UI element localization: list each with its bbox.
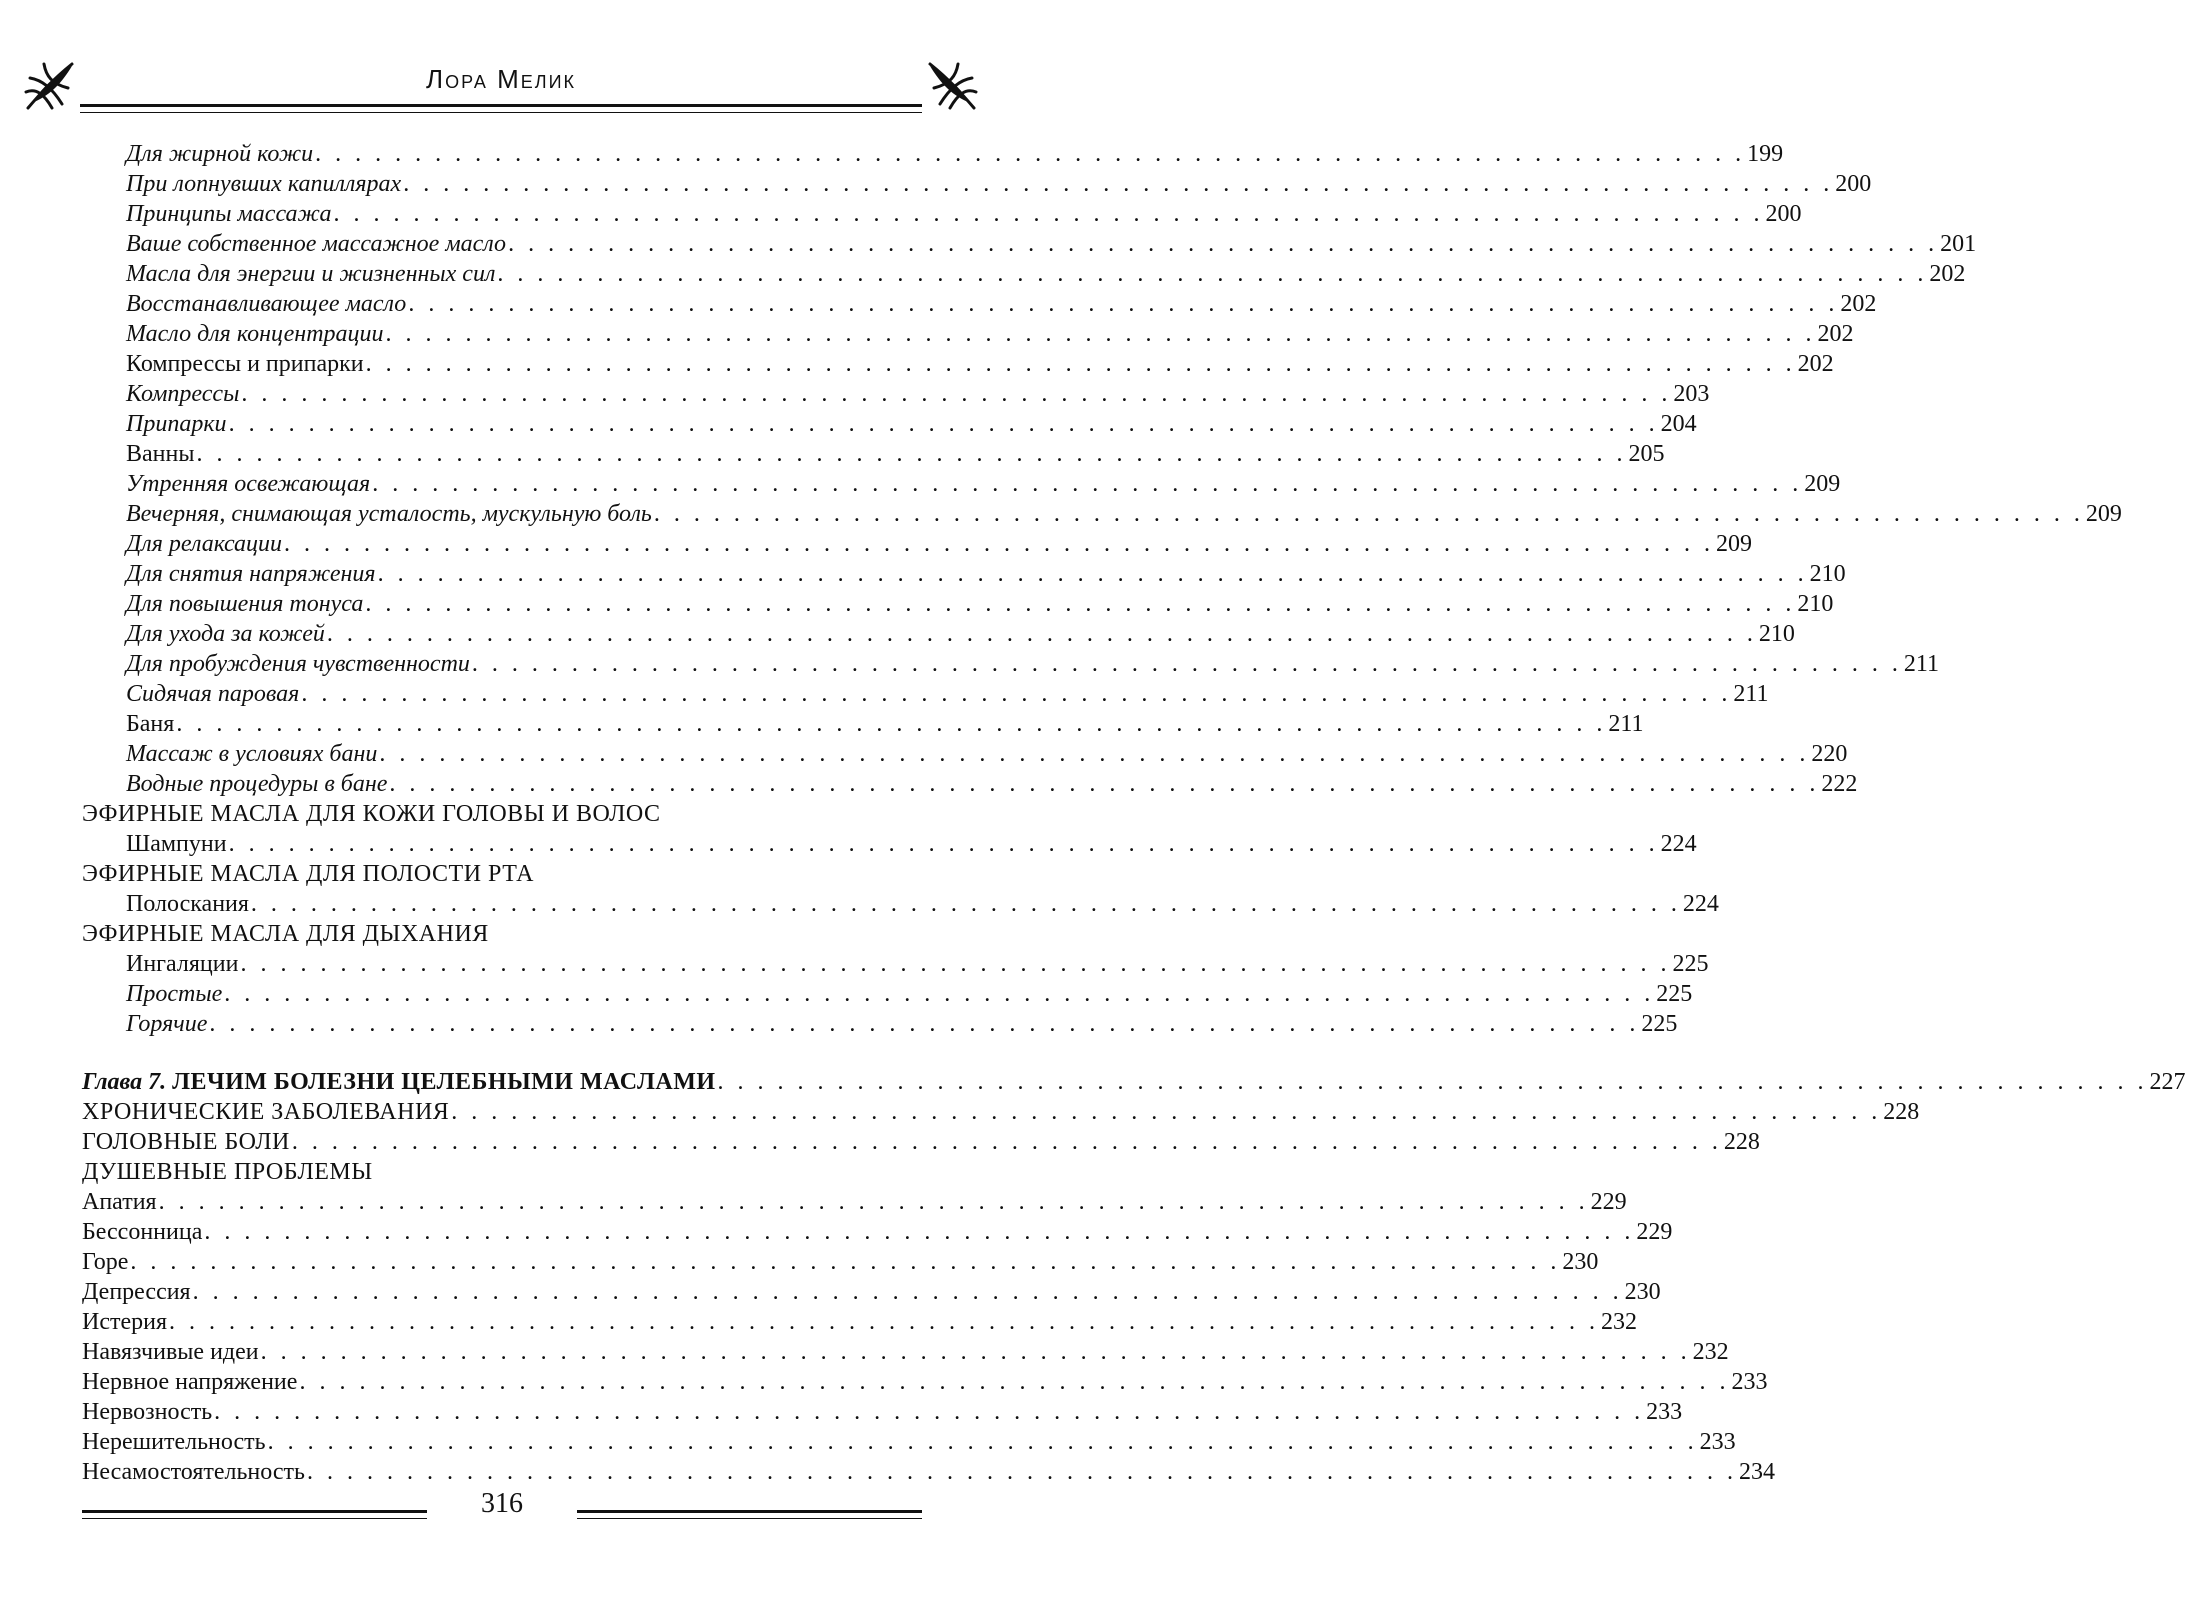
toc-page-number: 234: [1738, 1459, 1775, 1485]
toc-section-heading: [82, 1097, 1920, 1127]
dot-leader: . . . . . . . . . . . . . . . . . . . . . . . . . . . . . . . . . . . . . . . . . . . . . . . . . . . . . . . . . . . . . . . . . . . . . . . .: [250, 891, 1681, 917]
toc-page-number: 220: [1811, 741, 1848, 767]
toc-entry: [82, 169, 1872, 199]
toc-entry-label: Для пробуждения чувственности: [126, 651, 470, 677]
toc-page-number: 211: [1608, 711, 1644, 737]
toc-entry: [82, 319, 1854, 349]
toc-entry-label: Утренняя освежающая: [126, 471, 371, 497]
toc-entry-label: При лопнувших капиллярах: [126, 171, 402, 197]
toc-page-number: 233: [1731, 1369, 1768, 1395]
toc-page-number: 199: [1747, 141, 1784, 167]
dot-leader: . . . . . . . . . . . . . . . . . . . . . . . . . . . . . . . . . . . . . . . . . . . . . . . . . . . . . . . . . . . . . . . . . . . . . . . .: [204, 1219, 1635, 1245]
dot-leader: . . . . . . . . . . . . . . . . . . . . . . . . . . . . . . . . . . . . . . . . . . . . . . . . . . . . . . . . . . . . . . . . . . . . . . . .: [301, 681, 1732, 707]
toc-page-number: 233: [1646, 1399, 1683, 1425]
dot-leader: . . . . . . . . . . . . . . . . . . . . . . . . . . . . . . . . . . . . . . . . . . . . . . . . . . . . . . . . . . . . . . . . . . . . . . . .: [130, 1249, 1561, 1275]
toc-section-heading: [82, 1157, 922, 1187]
toc-entry-label: Восстанавливающее масло: [126, 291, 407, 317]
running-header: [22, 56, 980, 116]
toc-entry-label: Принципы массажа: [126, 201, 332, 227]
toc-entry-label: Нервное напряжение: [82, 1369, 298, 1395]
toc-entry-label: Шампуни: [126, 831, 227, 857]
toc-page-number: 228: [1883, 1099, 1920, 1125]
toc-entry: [82, 559, 1846, 589]
toc-entry-label: Ваше собственное массажное масло: [126, 231, 507, 257]
toc-entry-label: ДУШЕВНЫЕ ПРОБЛЕМЫ: [82, 1159, 373, 1185]
dot-leader: . . . . . . . . . . . . . . . . . . . . . . . . . . . . . . . . . . . . . . . . . . . . . . . . . . . . . . . . . . . . . . . . . . . . . . . .: [176, 711, 1607, 737]
toc-entry: [82, 1247, 1599, 1277]
dot-leader: . . . . . . . . . . . . . . . . . . . . . . . . . . . . . . . . . . . . . . . . . . . . . . . . . . . . . . . . . . . . . . . . . . . . . . . .: [497, 261, 1928, 287]
toc-entry: [82, 889, 1719, 919]
dot-leader: . . . . . . . . . . . . . . . . . . . . . . . . . . . . . . . . . . . . . . . . . . . . . . . . . . . . . . . . . . . . . . . . . . . . . . . .: [365, 351, 1796, 377]
toc-entry: [82, 1217, 1673, 1247]
dot-leader: . . . . . . . . . . . . . . . . . . . . . . . . . . . . . . . . . . . . . . . . . . . . . . . . . . . . . . . . . . . . . . . . . . . . . . . .: [471, 651, 1902, 677]
dot-leader: . . . . . . . . . . . . . . . . . . . . . . . . . . . . . . . . . . . . . . . . . . . . . . . . . . . . . . . . . . . . . . . . . . . . . . . .: [508, 231, 1939, 257]
toc-entry-label: Нерешительность: [82, 1429, 266, 1455]
toc-entry-label: Бессонница: [82, 1219, 203, 1245]
toc-entry-label: Водные процедуры в бане: [126, 771, 388, 797]
toc-entry-label: ХРОНИЧЕСКИЕ ЗАБОЛЕВАНИЯ: [82, 1099, 450, 1125]
toc-entry-label: Для релаксации: [126, 531, 283, 557]
toc-entry: [82, 379, 1710, 409]
toc-entry: [82, 679, 1769, 709]
dot-leader: . . . . . . . . . . . . . . . . . . . . . . . . . . . . . . . . . . . . . . . . . . . . . . . . . . . . . . . . . . . . . . . . . . . . . . . .: [403, 171, 1834, 197]
toc-page-number: 228: [1723, 1129, 1760, 1155]
toc-page-number: 202: [1817, 321, 1854, 347]
toc-entry-label: [82, 1067, 716, 1097]
toc-entry: [82, 619, 1795, 649]
toc-entry: [82, 739, 1848, 769]
dot-leader: . . . . . . . . . . . . . . . . . . . . . . . . . . . . . . . . . . . . . . . . . . . . . . . . . . . . . . . . . . . . . . . . . . . . . . . .: [267, 1429, 1698, 1455]
toc-entry-label: Сидячая паровая: [126, 681, 300, 707]
toc-entry-label: Горе: [82, 1249, 129, 1275]
toc-page-number: 232: [1601, 1309, 1638, 1335]
header-title: Лора Мелик: [426, 64, 576, 94]
dot-leader: . . . . . . . . . . . . . . . . . . . . . . . . . . . . . . . . . . . . . . . . . . . . . . . . . . . . . . . . . . . . . . . . . . . . . . . .: [214, 1399, 1645, 1425]
page-number: 316: [481, 1488, 523, 1519]
toc-entry: [82, 409, 1697, 439]
toc-chapter-row: [82, 1067, 2186, 1097]
toc-entry: [82, 1457, 1775, 1487]
dot-leader: . . . . . . . . . . . . . . . . . . . . . . . . . . . . . . . . . . . . . . . . . . . . . . . . . . . . . . . . . . . . . . . . . . . . . . . .: [228, 831, 1659, 857]
toc-entry: [82, 1187, 1627, 1217]
toc-page-number: 225: [1672, 951, 1709, 977]
toc-entry: [82, 259, 1966, 289]
dot-leader: . . . . . . . . . . . . . . . . . . . . . . . . . . . . . . . . . . . . . . . . . . . . . . . . . . . . . . . . . . . . . . . . . . . . . . . .: [379, 741, 1810, 767]
toc-page-number: 209: [1804, 471, 1841, 497]
toc-page-number: 203: [1673, 381, 1710, 407]
toc-entry-label: Полоскания: [126, 891, 249, 917]
dot-leader: . . . . . . . . . . . . . . . . . . . . . . . . . . . . . . . . . . . . . . . . . . . . . . . . . . . . . . . . . . . . . . . . . . . . . . . .: [333, 201, 1764, 227]
toc-section-heading: [82, 799, 922, 829]
toc-section-heading: [82, 919, 922, 949]
toc-section-heading: [82, 1127, 1760, 1157]
toc-entry: [82, 709, 1644, 739]
toc-entry: [82, 1277, 1661, 1307]
dot-leader: . . . . . . . . . . . . . . . . . . . . . . . . . . . . . . . . . . . . . . . . . . . . . . . . . . . . . . . . . . . . . . . . . . . . . . . .: [306, 1459, 1737, 1485]
dot-leader: . . . . . . . . . . . . . . . . . . . . . . . . . . . . . . . . . . . . . . . . . . . . . . . . . . . . . . . . . . . . . . . . . . . . . . . .: [372, 471, 1803, 497]
toc-page-number: 201: [1940, 231, 1977, 257]
toc-page-number: 202: [1797, 351, 1834, 377]
toc-page-number: 209: [1716, 531, 1753, 557]
toc-page-number: 230: [1624, 1279, 1661, 1305]
toc-entry-label: Компрессы и припарки: [126, 351, 364, 377]
dot-leader: . . . . . . . . . . . . . . . . . . . . . . . . . . . . . . . . . . . . . . . . . . . . . . . . . . . . . . . . . . . . . . . . . . . . . . . .: [224, 981, 1655, 1007]
dot-leader: . . . . . . . . . . . . . . . . . . . . . . . . . . . . . . . . . . . . . . . . . . . . . . . . . . . . . . . . . . . . . . . . . . . . . . . .: [192, 1279, 1623, 1305]
dot-leader: . . . . . . . . . . . . . . . . . . . . . . . . . . . . . . . . . . . . . . . . . . . . . . . . . . . . . . . . . . . . . . . . . . . . . . . .: [408, 291, 1839, 317]
toc-page-number: 204: [1660, 411, 1697, 437]
toc-section-heading: [82, 859, 922, 889]
toc-entry-label: Апатия: [82, 1189, 157, 1215]
toc-entry: [82, 1397, 1683, 1427]
toc-entry-label: Припарки: [126, 411, 227, 437]
toc-page-number: 211: [1903, 651, 1940, 677]
toc-entry: [82, 1337, 1729, 1367]
toc-page-number: 227: [2149, 1069, 2186, 1095]
section-gap: [82, 1039, 922, 1067]
toc-entry: [82, 829, 1697, 859]
toc-entry-label: Депрессия: [82, 1279, 191, 1305]
toc-entry-label: Компрессы: [126, 381, 240, 407]
toc-page-number: 200: [1765, 201, 1802, 227]
toc-page-number: 210: [1758, 621, 1795, 647]
dot-leader: . . . . . . . . . . . . . . . . . . . . . . . . . . . . . . . . . . . . . . . . . . . . . . . . . . . . . . . . . . . . . . . . . . . . . . . .: [291, 1129, 1722, 1155]
toc-page-number: 210: [1809, 561, 1846, 587]
dot-leader: . . . . . . . . . . . . . . . . . . . . . . . . . . . . . . . . . . . . . . . . . . . . . . . . . . . . . . . . . . . . . . . . . . . . . . . .: [196, 441, 1627, 467]
toc-entry: [82, 139, 1784, 169]
dot-leader: . . . . . . . . . . . . . . . . . . . . . . . . . . . . . . . . . . . . . . . . . . . . . . . . . . . . . . . . . . . . . . . . . . . . . . . .: [653, 501, 2084, 527]
toc-page-number: 230: [1562, 1249, 1599, 1275]
toc-entry-label: Нервозность: [82, 1399, 213, 1425]
dot-leader: . . . . . . . . . . . . . . . . . . . . . . . . . . . . . . . . . . . . . . . . . . . . . . . . . . . . . . . . . . . . . . . . . . . . . . . .: [158, 1189, 1589, 1215]
toc-entry: [82, 1307, 1638, 1337]
toc-page-number: 209: [2085, 501, 2122, 527]
dot-leader: . . . . . . . . . . . . . . . . . . . . . . . . . . . . . . . . . . . . . . . . . . . . . . . . . . . . . . . . . . . . . . . . . . . . . . . .: [169, 1309, 1600, 1335]
toc-page-number: 232: [1692, 1339, 1729, 1365]
toc-page-number: 233: [1699, 1429, 1736, 1455]
page-footer: [82, 1488, 922, 1528]
toc-entry-label: Масло для концентрации: [126, 321, 384, 347]
toc-entry: [82, 199, 1802, 229]
toc-page-number: 205: [1628, 441, 1665, 467]
dot-leader: . . . . . . . . . . . . . . . . . . . . . . . . . . . . . . . . . . . . . . . . . . . . . . . . . . . . . . . . . . . . . . . . . . . . . . . .: [260, 1339, 1691, 1365]
toc-page-number: 202: [1929, 261, 1966, 287]
toc-entry-label: ГОЛОВНЫЕ БОЛИ: [82, 1129, 290, 1155]
toc-entry-label: Несамостоятельность: [82, 1459, 305, 1485]
dot-leader: . . . . . . . . . . . . . . . . . . . . . . . . . . . . . . . . . . . . . . . . . . . . . . . . . . . . . . . . . . . . . . . . . . . . . . . .: [365, 591, 1796, 617]
toc-entry: [82, 349, 1834, 379]
toc-entry-label: Навязчивые идеи: [82, 1339, 259, 1365]
toc-entry-label: Истерия: [82, 1309, 168, 1335]
toc-entry-label: Баня: [126, 711, 175, 737]
toc-page-number: 210: [1797, 591, 1834, 617]
toc-entry-label: ЭФИРНЫЕ МАСЛА ДЛЯ ПОЛОСТИ РТА: [82, 861, 534, 887]
dot-leader: . . . . . . . . . . . . . . . . . . . . . . . . . . . . . . . . . . . . . . . . . . . . . . . . . . . . . . . . . . . . . . . . . . . . . . . .: [299, 1369, 1730, 1395]
toc-entry-label: ЭФИРНЫЕ МАСЛА ДЛЯ КОЖИ ГОЛОВЫ И ВОЛОС: [82, 801, 661, 827]
chapter-prefix: Глава 7.: [82, 1069, 167, 1095]
chapter-title: ЛЕЧИМ БОЛЕЗНИ ЦЕЛЕБНЫМИ МАСЛАМИ: [172, 1069, 716, 1095]
toc-entry: [82, 649, 1940, 679]
toc-entry-label: Ванны: [126, 441, 195, 467]
toc-entry: [82, 1367, 1768, 1397]
dot-leader: . . . . . . . . . . . . . . . . . . . . . . . . . . . . . . . . . . . . . . . . . . . . . . . . . . . . . . . . . . . . . . . . . . . . . . . .: [284, 531, 1715, 557]
dot-leader: . . . . . . . . . . . . . . . . . . . . . . . . . . . . . . . . . . . . . . . . . . . . . . . . . . . . . . . . . . . . . . . . . . . . . . . .: [315, 141, 1746, 167]
toc-page-number: 224: [1682, 891, 1719, 917]
dot-leader: . . . . . . . . . . . . . . . . . . . . . . . . . . . . . . . . . . . . . . . . . . . . . . . . . . . . . . . . . . . . . . . . . . . . . . . .: [717, 1069, 2148, 1095]
dot-leader: . . . . . . . . . . . . . . . . . . . . . . . . . . . . . . . . . . . . . . . . . . . . . . . . . . . . . . . . . . . . . . . . . . . . . . . .: [209, 1011, 1640, 1037]
header-rule: [80, 104, 922, 113]
toc-page-number: 225: [1641, 1011, 1678, 1037]
toc-page-number: 211: [1733, 681, 1769, 707]
dot-leader: . . . . . . . . . . . . . . . . . . . . . . . . . . . . . . . . . . . . . . . . . . . . . . . . . . . . . . . . . . . . . . . . . . . . . . . .: [389, 771, 1820, 797]
toc-entry: [82, 979, 1693, 1009]
toc-entry-label: Вечерняя, снимающая усталость, мускульную боль: [126, 501, 652, 527]
toc-entry-label: Массаж в условиях бани: [126, 741, 378, 767]
dot-leader: . . . . . . . . . . . . . . . . . . . . . . . . . . . . . . . . . . . . . . . . . . . . . . . . . . . . . . . . . . . . . . . . . . . . . . . .: [385, 321, 1816, 347]
toc-entry: [82, 949, 1709, 979]
toc-page-number: 202: [1840, 291, 1877, 317]
toc-page-number: 222: [1821, 771, 1858, 797]
toc-entry: [82, 589, 1834, 619]
toc-page-number: 225: [1656, 981, 1693, 1007]
toc-entry-label: Горячие: [126, 1011, 208, 1037]
toc-page-number: 200: [1835, 171, 1872, 197]
toc-entry-label: Простые: [126, 981, 223, 1007]
toc-entry: [82, 289, 1877, 319]
toc-entry: [82, 469, 1841, 499]
toc-entry-label: Для жирной кожи: [126, 141, 314, 167]
toc-entry: [82, 439, 1665, 469]
dot-leader: . . . . . . . . . . . . . . . . . . . . . . . . . . . . . . . . . . . . . . . . . . . . . . . . . . . . . . . . . . . . . . . . . . . . . . . .: [240, 951, 1671, 977]
toc-entry-label: Масла для энергии и жизненных сил: [126, 261, 496, 287]
toc-entry: [82, 529, 1753, 559]
toc-entry-label: Для ухода за кожей: [126, 621, 325, 647]
dot-leader: . . . . . . . . . . . . . . . . . . . . . . . . . . . . . . . . . . . . . . . . . . . . . . . . . . . . . . . . . . . . . . . . . . . . . . . .: [326, 621, 1757, 647]
dot-leader: . . . . . . . . . . . . . . . . . . . . . . . . . . . . . . . . . . . . . . . . . . . . . . . . . . . . . . . . . . . . . . . . . . . . . . . .: [451, 1099, 1882, 1125]
table-of-contents: [82, 139, 2186, 1487]
dot-leader: . . . . . . . . . . . . . . . . . . . . . . . . . . . . . . . . . . . . . . . . . . . . . . . . . . . . . . . . . . . . . . . . . . . . . . . .: [241, 381, 1672, 407]
toc-page-number: 224: [1660, 831, 1697, 857]
toc-entry-label: Ингаляции: [126, 951, 239, 977]
toc-entry: [82, 1427, 1736, 1457]
toc-page-number: 229: [1636, 1219, 1673, 1245]
dot-leader: . . . . . . . . . . . . . . . . . . . . . . . . . . . . . . . . . . . . . . . . . . . . . . . . . . . . . . . . . . . . . . . . . . . . . . . .: [228, 411, 1659, 437]
toc-page-number: 229: [1590, 1189, 1627, 1215]
leaf-ornament-icon: [924, 58, 980, 114]
toc-entry-label: Для снятия напряжения: [126, 561, 376, 587]
dot-leader: . . . . . . . . . . . . . . . . . . . . . . . . . . . . . . . . . . . . . . . . . . . . . . . . . . . . . . . . . . . . . . . . . . . . . . . .: [377, 561, 1808, 587]
toc-entry-label: Для повышения тонуса: [126, 591, 364, 617]
toc-entry-label: ЭФИРНЫЕ МАСЛА ДЛЯ ДЫХАНИЯ: [82, 921, 489, 947]
toc-entry: [82, 499, 2122, 529]
footer-rule-right: [577, 1510, 922, 1519]
toc-entry: [82, 1009, 1678, 1039]
toc-entry: [82, 229, 1977, 259]
toc-entry: [82, 769, 1858, 799]
